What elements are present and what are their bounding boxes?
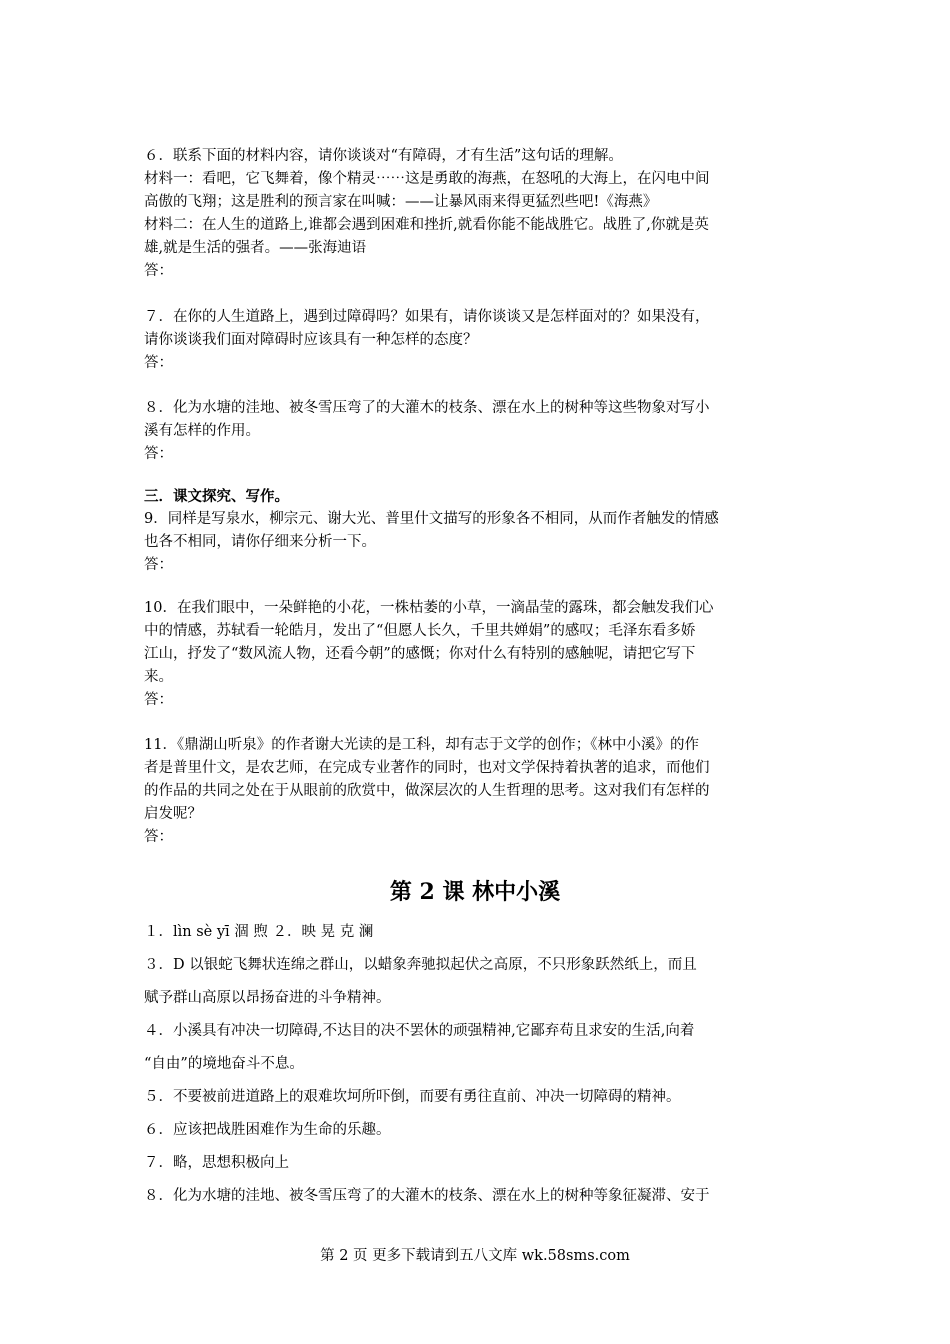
answer-label: 答： bbox=[144, 692, 173, 708]
question-6-line: 高傲的飞翔；这是胜利的预言家在叫喊：——让暴风雨来得更猛烈些吧!《海燕》 bbox=[144, 194, 658, 210]
question-10 bbox=[144, 597, 814, 712]
question-8 bbox=[144, 397, 814, 466]
question-6-line: 材料一：看吧，它飞舞着，像个精灵⋯⋯这是勇敢的海燕，在怒吼的大海上，在闪电中间 bbox=[144, 171, 710, 187]
answer-line: ６．应该把战胜困难作为生命的乐趣。 bbox=[144, 1122, 391, 1138]
question-7-line: 请你谈谈我们面对障碍时应该具有一种怎样的态度？ bbox=[144, 332, 478, 348]
section-heading: 三．课文探究、写作。 bbox=[144, 488, 289, 505]
answer-line: １．lìn sè yī 涸 煦 ２．映 晃 克 澜 bbox=[144, 924, 374, 940]
question-11-line: 启发呢？ bbox=[144, 806, 202, 822]
lesson-title: 第 2 课 林中小溪 bbox=[389, 879, 561, 905]
question-8-line: 溪有怎样的作用。 bbox=[144, 423, 260, 439]
question-6-line: ６．联系下面的材料内容，请你谈谈对“有障碍，才有生活”这句话的理解。 bbox=[144, 148, 623, 164]
question-10-line: 中的情感，苏轼看一轮皓月，发出了“但愿人长久，千里共婵娟”的感叹；毛泽东看多娇 bbox=[144, 623, 696, 639]
answer-label: 答： bbox=[144, 263, 173, 279]
question-6-line: 雄,就是生活的强者。——张海迪语 bbox=[144, 240, 367, 256]
lesson-answers bbox=[144, 916, 814, 1213]
answer-line: ７．略，思想积极向上 bbox=[144, 1155, 289, 1171]
question-9-line: 也各不相同，请你仔细来分析一下。 bbox=[144, 534, 376, 550]
answer-label: 答： bbox=[144, 829, 173, 845]
question-6-line: 材料二：在人生的道路上,谁都会遇到困难和挫折,就看你能不能战胜它。战胜了,你就是英 bbox=[144, 217, 709, 233]
question-11-line: 者是普里什文，是农艺师，在完成专业著作的同时，也对文学保持着执著的追求，而他们 bbox=[144, 760, 710, 776]
question-9-line: 9．同样是写泉水，柳宗元、谢大光、普里什文描写的形象各不相同，从而作者触发的情感 bbox=[144, 511, 719, 527]
answer-label: 答： bbox=[144, 355, 173, 371]
question-10-line: 来。 bbox=[144, 669, 173, 685]
question-7-line: ７．在你的人生道路上，遇到过障碍吗？如果有，请你谈谈又是怎样面对的？如果没有， bbox=[144, 309, 710, 325]
question-10-line: 10．在我们眼中，一朵鲜艳的小花，一株枯萎的小草，一滴晶莹的露珠，都会触发我们心 bbox=[144, 600, 714, 616]
answer-line: ４．小溪具有冲决一切障碍,不达目的决不罢休的顽强精神,它鄙弃苟且求安的生活,向着 bbox=[144, 1023, 695, 1039]
question-11 bbox=[144, 734, 814, 849]
answer-line: 赋予群山高原以昂扬奋进的斗争精神。 bbox=[144, 990, 391, 1006]
question-6 bbox=[144, 145, 814, 283]
question-7 bbox=[144, 306, 814, 375]
question-8-line: ８．化为水塘的洼地、被冬雪压弯了的大灌木的枝条、漂在水上的树种等这些物象对写小 bbox=[144, 400, 710, 416]
answer-line: ３．D 以银蛇飞舞状连绵之群山，以蜡象奔驰拟起伏之高原，不只形象跃然纸上，而且 bbox=[144, 957, 697, 973]
question-11-line: 的作品的共同之处在于从眼前的欣赏中，做深层次的人生哲理的思考。这对我们有怎样的 bbox=[144, 783, 710, 799]
answer-line: ５．不要被前进道路上的艰难坎坷所吓倒，而要有勇往直前、冲决一切障碍的精神。 bbox=[144, 1089, 681, 1105]
answer-line: “自由”的境地奋斗不息。 bbox=[144, 1056, 304, 1072]
question-10-line: 江山，抒发了“数风流人物，还看今朝”的感慨；你对什么有特别的感触呢，请把它写下 bbox=[144, 646, 696, 662]
answer-label: 答： bbox=[144, 557, 173, 573]
question-11-line: 11．《鼎湖山听泉》的作者谢大光读的是工科，却有志于文学的创作；《林中小溪》的作 bbox=[144, 737, 699, 753]
page-footer: 第 2 页 更多下载请到五八文库 wk.58sms.com bbox=[320, 1248, 630, 1264]
section-3 bbox=[144, 485, 814, 577]
answer-label: 答： bbox=[144, 446, 173, 462]
answer-line: ８．化为水塘的洼地、被冬雪压弯了的大灌木的枝条、漂在水上的树种等象征凝滞、安于 bbox=[144, 1188, 710, 1204]
